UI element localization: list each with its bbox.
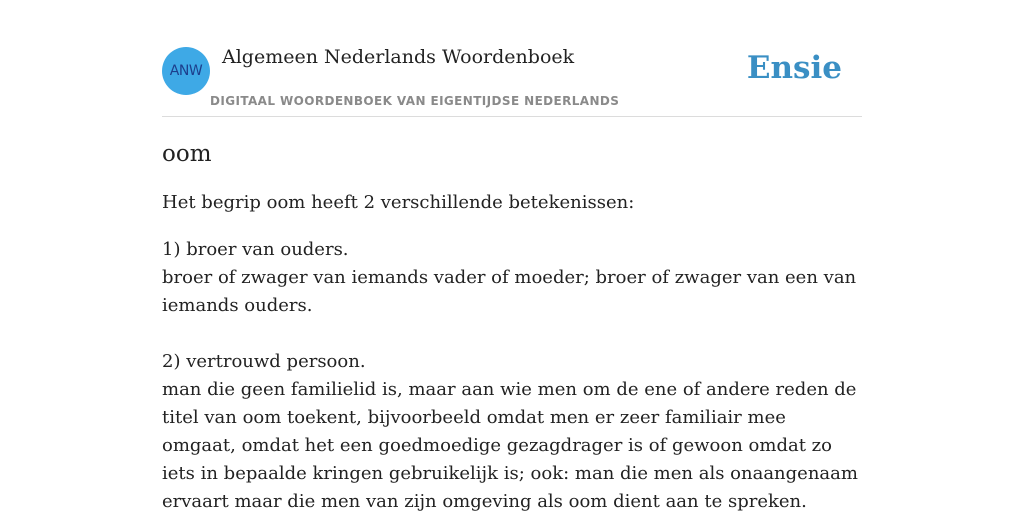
meaning-definition: broer of zwager van iemands vader of moeder; broer of zwager van een van iemands ouders. — [162, 267, 857, 316]
logo-text: ANW — [169, 63, 203, 79]
entry-intro: Het begrip oom heeft 2 verschillende betekenissen: — [162, 192, 635, 213]
ensie-brand-link[interactable]: Ensie — [746, 50, 842, 86]
anw-logo[interactable] — [162, 47, 210, 95]
meaning-heading: 2) vertrouwd persoon. — [162, 351, 366, 372]
site-subtitle: DIGITAAL WOORDENBOEK VAN EIGENTIJDSE NEDERLANDS — [210, 94, 620, 108]
meaning-item — [162, 348, 862, 512]
entry-content — [162, 138, 862, 512]
meaning-item — [162, 236, 862, 320]
entry-word: oom — [162, 141, 212, 167]
meaning-definition: man die geen familielid is, maar aan wie men om de ene of andere reden de titel van oom toekent, bijvoorbeeld omdat men er zeer familiair mee omgaat, omdat het een goedmoedige gezagdrager is of gewoon omdat zo iets in bepaalde kringen gebruikelijk is; ook: man die men als onaangenaam ervaart maar die men van zijn omgeving als oom dient aan te spreken. — [162, 379, 858, 512]
site-title[interactable]: Algemeen Nederlands Woordenboek — [222, 46, 575, 68]
site-header — [162, 0, 862, 117]
meaning-heading: 1) broer van ouders. — [162, 239, 349, 260]
